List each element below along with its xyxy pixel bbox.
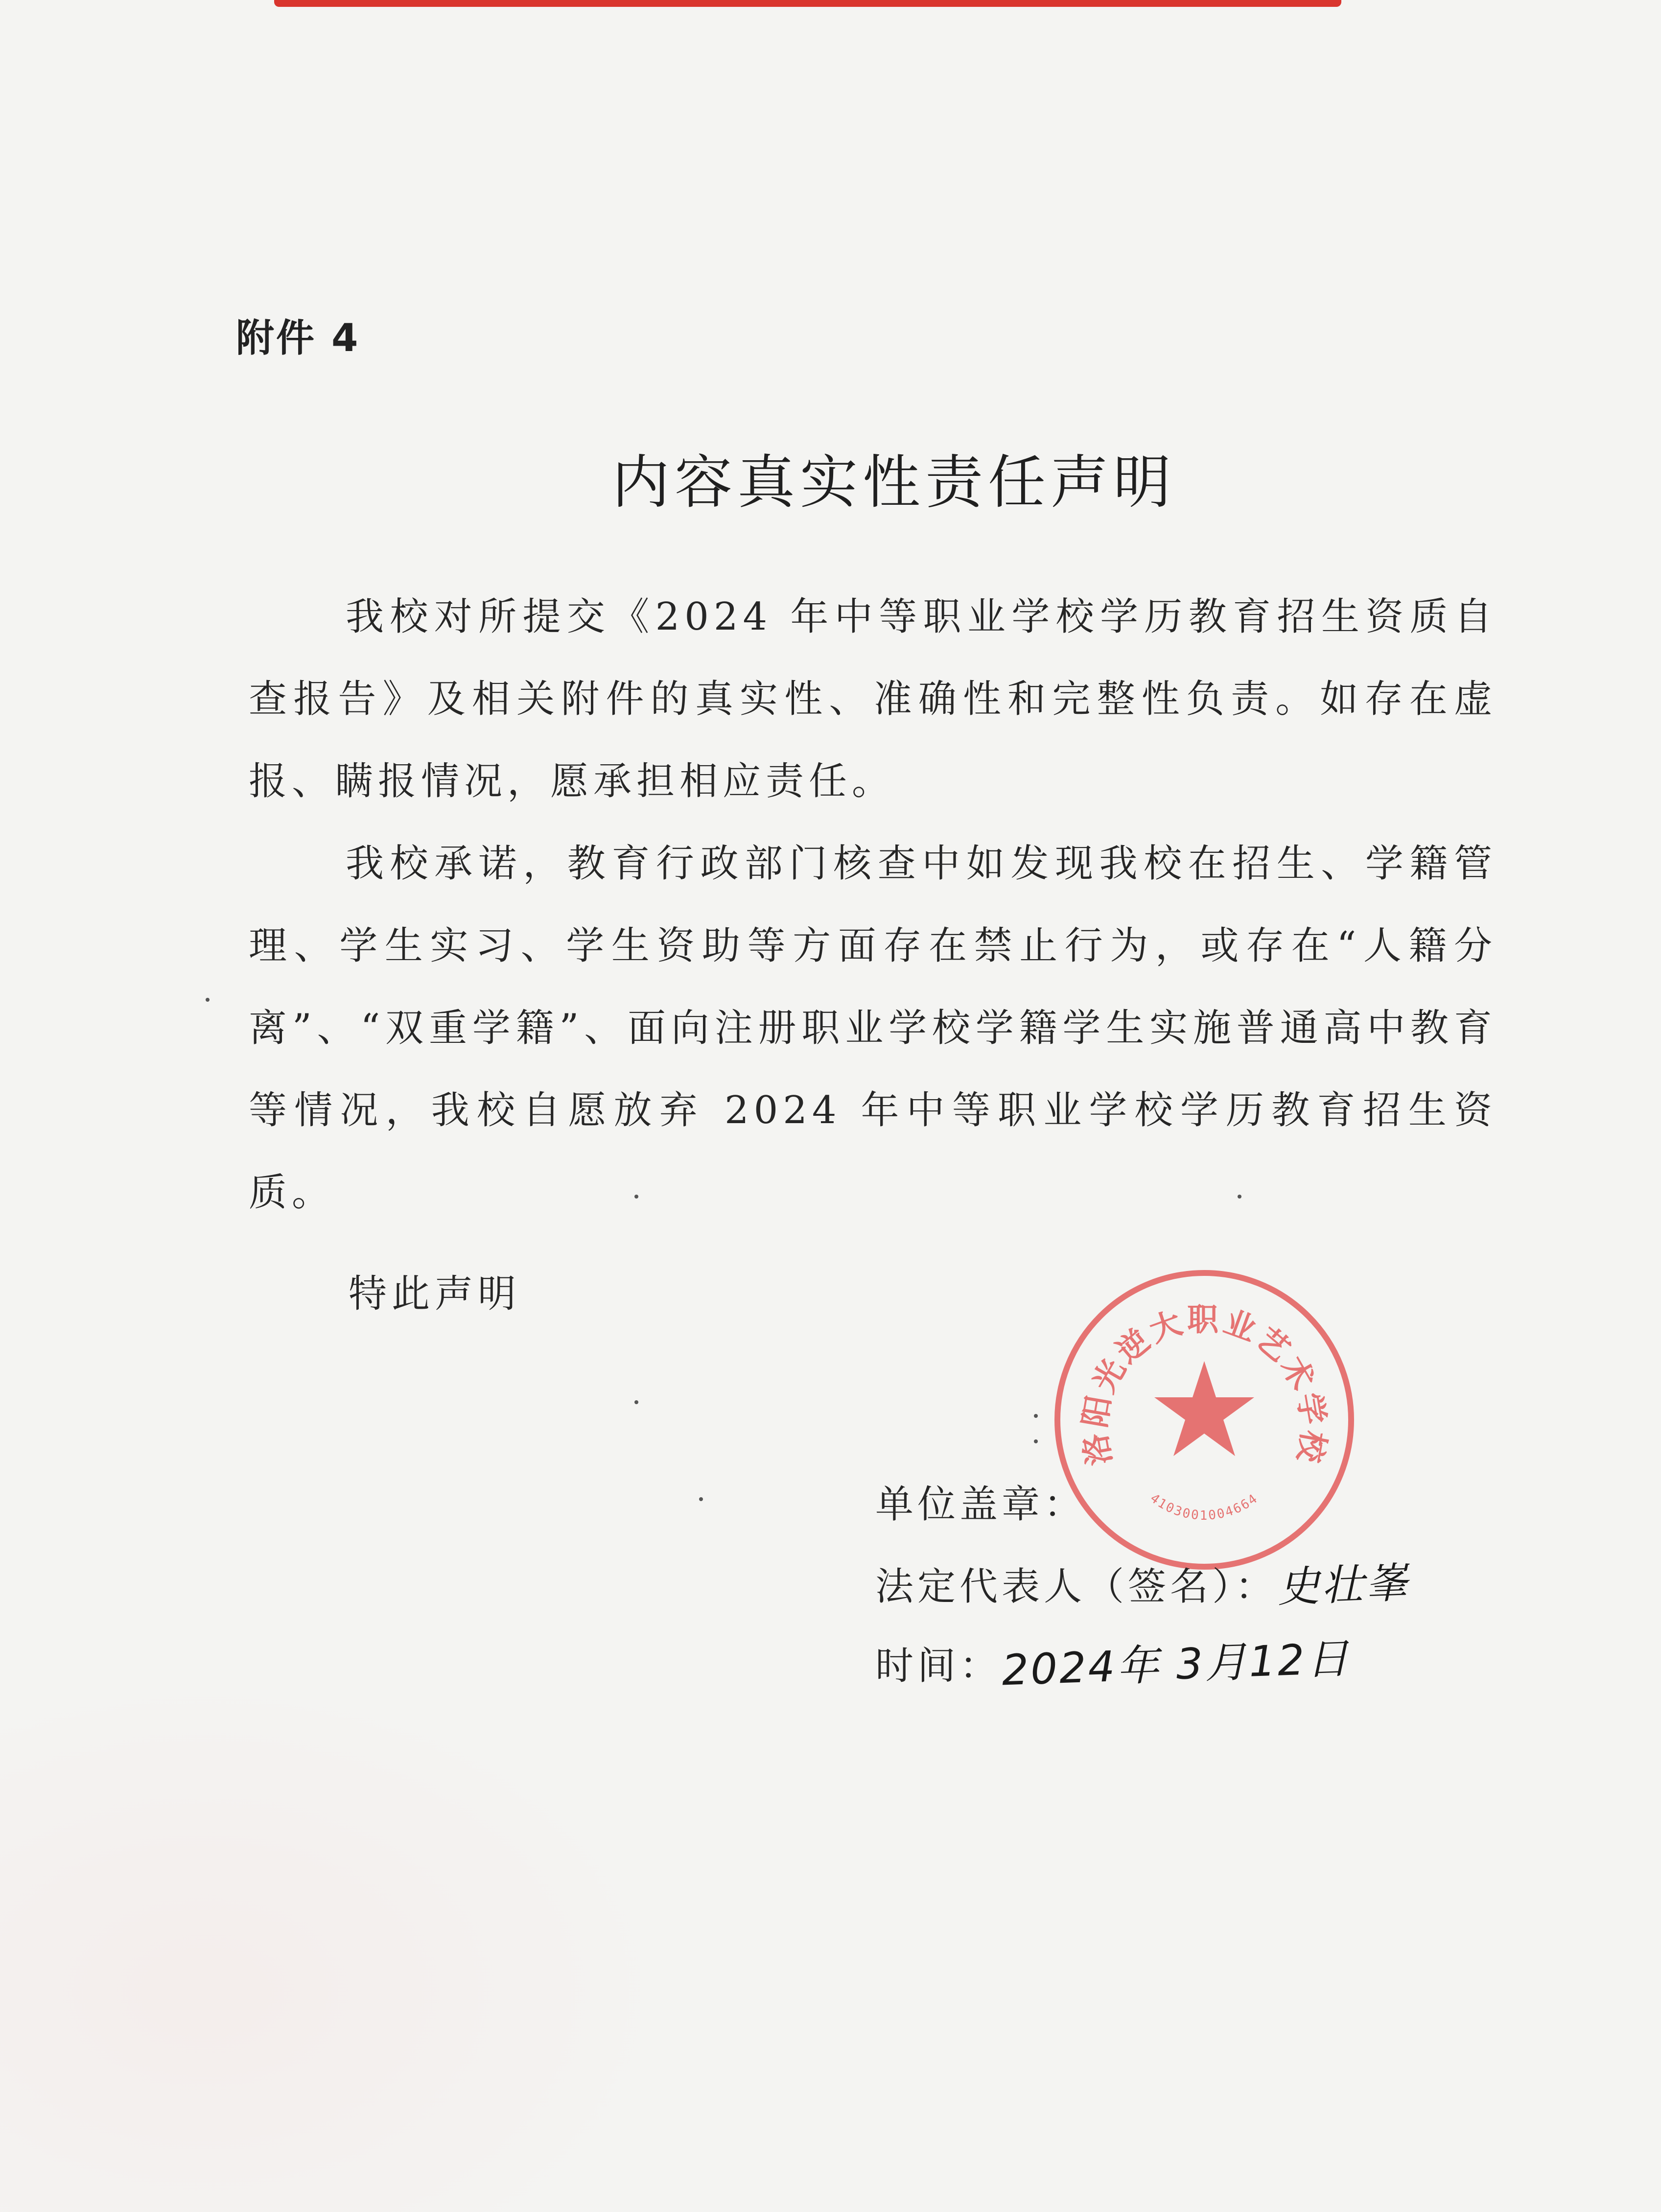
scan-speck bbox=[634, 1195, 638, 1199]
seal-text: 洛阳光逆大职业艺术学校 bbox=[1076, 1301, 1333, 1468]
official-seal bbox=[1048, 1263, 1361, 1577]
seal-serial: 4103001004664 bbox=[1147, 1491, 1262, 1523]
seal-label: 单位盖章： bbox=[875, 1483, 1086, 1527]
closing-statement: 特此声明 bbox=[349, 1272, 521, 1316]
date-label: 时间： bbox=[875, 1644, 1002, 1688]
scan-speck bbox=[634, 1400, 638, 1404]
scan-speck bbox=[206, 998, 210, 1002]
attachment-label: 附件 4 bbox=[236, 316, 360, 360]
scan-speck bbox=[1238, 1195, 1241, 1199]
scan-speck bbox=[1034, 1414, 1038, 1418]
seal-label-line bbox=[875, 1474, 1086, 1529]
paper-tint bbox=[0, 1665, 685, 2212]
legal-rep-signature: 史壮峯 bbox=[1276, 1558, 1410, 1612]
date-value: 2024年 3月12日 bbox=[1001, 1634, 1352, 1695]
paragraph-2: 我校承诺，教育行政部门核查中如发现我校在招生、学籍管理、学生实习、学生资助等方面存在禁止行为，或存在“人籍分离”、“双重学籍”、面向注册职业学校学籍学生实施普通高中教育等情况，我校自愿放弃 2024 年中等职业学校学历教育招生资质。 bbox=[249, 842, 1497, 1215]
date-line bbox=[875, 1630, 1352, 1695]
scan-speck bbox=[1034, 1439, 1038, 1443]
legal-rep-label: 法定代表人（签名）： bbox=[875, 1565, 1278, 1609]
document-title: 内容真实性责任声明 bbox=[612, 448, 1176, 516]
paragraph-1: 我校对所提交《2024 年中等职业学校学历教育招生资质自查报告》及相关附件的真实性、准确性和完整性负责。如存在虚报、瞒报情况，愿承担相应责任。 bbox=[249, 595, 1497, 803]
legal-rep-line bbox=[875, 1551, 1409, 1612]
top-red-band bbox=[274, 0, 1341, 7]
scan-speck bbox=[699, 1497, 703, 1501]
seal-star-icon bbox=[1154, 1361, 1254, 1456]
